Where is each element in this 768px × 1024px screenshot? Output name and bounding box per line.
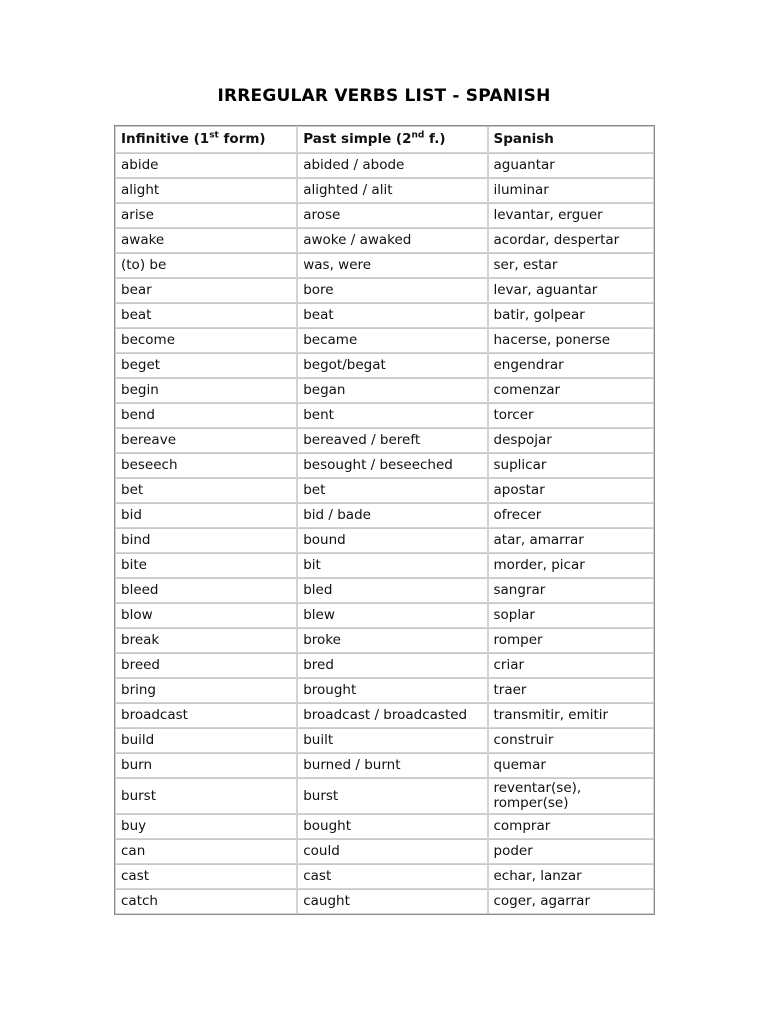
cell-infinitive: buy [115,814,297,839]
table-row [115,778,654,814]
table-row [115,153,654,178]
table-row [115,528,654,553]
cell-spanish: criar [488,653,655,678]
table-row [115,728,654,753]
table-row [115,378,654,403]
cell-spanish: atar, amarrar [488,528,655,553]
cell-spanish: construir [488,728,655,753]
cell-spanish: ofrecer [488,503,655,528]
table-row [115,278,654,303]
cell-infinitive: blow [115,603,297,628]
table-row [115,353,654,378]
cell-past-simple: besought / beseeched [297,453,487,478]
cell-past-simple: built [297,728,487,753]
cell-spanish: comprar [488,814,655,839]
cell-past-simple: burst [297,778,487,814]
cell-infinitive: bereave [115,428,297,453]
cell-infinitive: bite [115,553,297,578]
cell-infinitive: build [115,728,297,753]
cell-infinitive: bring [115,678,297,703]
table-row [115,178,654,203]
cell-spanish: transmitir, emitir [488,703,655,728]
cell-infinitive: burst [115,778,297,814]
cell-past-simple: alighted / alit [297,178,487,203]
header-spanish: Spanish [488,126,655,153]
cell-spanish: acordar, despertar [488,228,655,253]
header-infinitive-superscript: st [209,130,219,141]
cell-infinitive: catch [115,889,297,914]
cell-past-simple: arose [297,203,487,228]
table-row [115,628,654,653]
cell-infinitive: burn [115,753,297,778]
cell-infinitive: bend [115,403,297,428]
cell-past-simple: bought [297,814,487,839]
table-row [115,203,654,228]
table-row [115,403,654,428]
cell-spanish: levar, aguantar [488,278,655,303]
table-row [115,889,654,914]
cell-spanish: morder, picar [488,553,655,578]
header-infinitive-suffix: form) [218,131,266,147]
cell-past-simple: blew [297,603,487,628]
cell-past-simple: was, were [297,253,487,278]
table-row [115,328,654,353]
cell-past-simple: could [297,839,487,864]
cell-spanish: ser, estar [488,253,655,278]
cell-spanish: poder [488,839,655,864]
cell-infinitive: bear [115,278,297,303]
cell-past-simple: awoke / awaked [297,228,487,253]
header-infinitive-text: Infinitive (1 [121,131,210,147]
cell-past-simple: bled [297,578,487,603]
cell-infinitive: cast [115,864,297,889]
table-row [115,678,654,703]
cell-spanish: coger, agarrar [488,889,655,914]
cell-infinitive: beget [115,353,297,378]
cell-infinitive: arise [115,203,297,228]
cell-spanish: hacerse, ponerse [488,328,655,353]
table-body [115,153,654,914]
cell-past-simple: brought [297,678,487,703]
table-row [115,753,654,778]
cell-spanish: levantar, erguer [488,203,655,228]
table-row [115,603,654,628]
cell-spanish: quemar [488,753,655,778]
cell-past-simple: begot/begat [297,353,487,378]
cell-past-simple: cast [297,864,487,889]
cell-past-simple: bet [297,478,487,503]
header-past-simple [297,126,487,153]
cell-infinitive: become [115,328,297,353]
cell-past-simple: bound [297,528,487,553]
cell-infinitive: breed [115,653,297,678]
cell-past-simple: broke [297,628,487,653]
cell-past-simple: bit [297,553,487,578]
cell-past-simple: bore [297,278,487,303]
cell-spanish: aguantar [488,153,655,178]
cell-past-simple: broadcast / broadcasted [297,703,487,728]
cell-spanish: engendrar [488,353,655,378]
table-row [115,478,654,503]
irregular-verbs-table [114,125,655,915]
table-row [115,453,654,478]
cell-past-simple: bid / bade [297,503,487,528]
cell-spanish: echar, lanzar [488,864,655,889]
table-row [115,839,654,864]
document-title: IRREGULAR VERBS LIST - SPANISH [217,86,551,106]
table-row [115,503,654,528]
cell-past-simple: caught [297,889,487,914]
cell-past-simple: bereaved / bereft [297,428,487,453]
header-past-simple-text: Past simple (2 [303,131,412,147]
table-row [115,653,654,678]
table-row [115,253,654,278]
cell-past-simple: bred [297,653,487,678]
cell-past-simple: abided / abode [297,153,487,178]
table-row [115,814,654,839]
cell-spanish: romper [488,628,655,653]
table-row [115,578,654,603]
cell-spanish: reventar(se), romper(se) [488,778,655,814]
cell-infinitive: (to) be [115,253,297,278]
cell-past-simple: became [297,328,487,353]
cell-past-simple: bent [297,403,487,428]
header-infinitive [115,126,297,153]
table-row [115,428,654,453]
cell-infinitive: break [115,628,297,653]
cell-infinitive: awake [115,228,297,253]
cell-infinitive: can [115,839,297,864]
cell-infinitive: broadcast [115,703,297,728]
cell-spanish: torcer [488,403,655,428]
cell-spanish: iluminar [488,178,655,203]
cell-spanish: soplar [488,603,655,628]
header-past-simple-superscript: nd [411,130,425,141]
cell-infinitive: abide [115,153,297,178]
header-past-simple-suffix: f.) [424,131,446,147]
cell-past-simple: began [297,378,487,403]
table-row [115,228,654,253]
cell-spanish: comenzar [488,378,655,403]
cell-spanish: apostar [488,478,655,503]
cell-infinitive: beat [115,303,297,328]
cell-past-simple: burned / burnt [297,753,487,778]
cell-infinitive: bind [115,528,297,553]
cell-spanish: despojar [488,428,655,453]
table-row [115,303,654,328]
cell-infinitive: bet [115,478,297,503]
cell-spanish: traer [488,678,655,703]
cell-spanish: sangrar [488,578,655,603]
cell-infinitive: bleed [115,578,297,603]
table-row [115,864,654,889]
cell-infinitive: bid [115,503,297,528]
cell-infinitive: beseech [115,453,297,478]
table-header-row [115,126,654,153]
cell-infinitive: alight [115,178,297,203]
cell-spanish: batir, golpear [488,303,655,328]
cell-infinitive: begin [115,378,297,403]
cell-spanish: suplicar [488,453,655,478]
table-row [115,703,654,728]
cell-past-simple: beat [297,303,487,328]
table-row [115,553,654,578]
